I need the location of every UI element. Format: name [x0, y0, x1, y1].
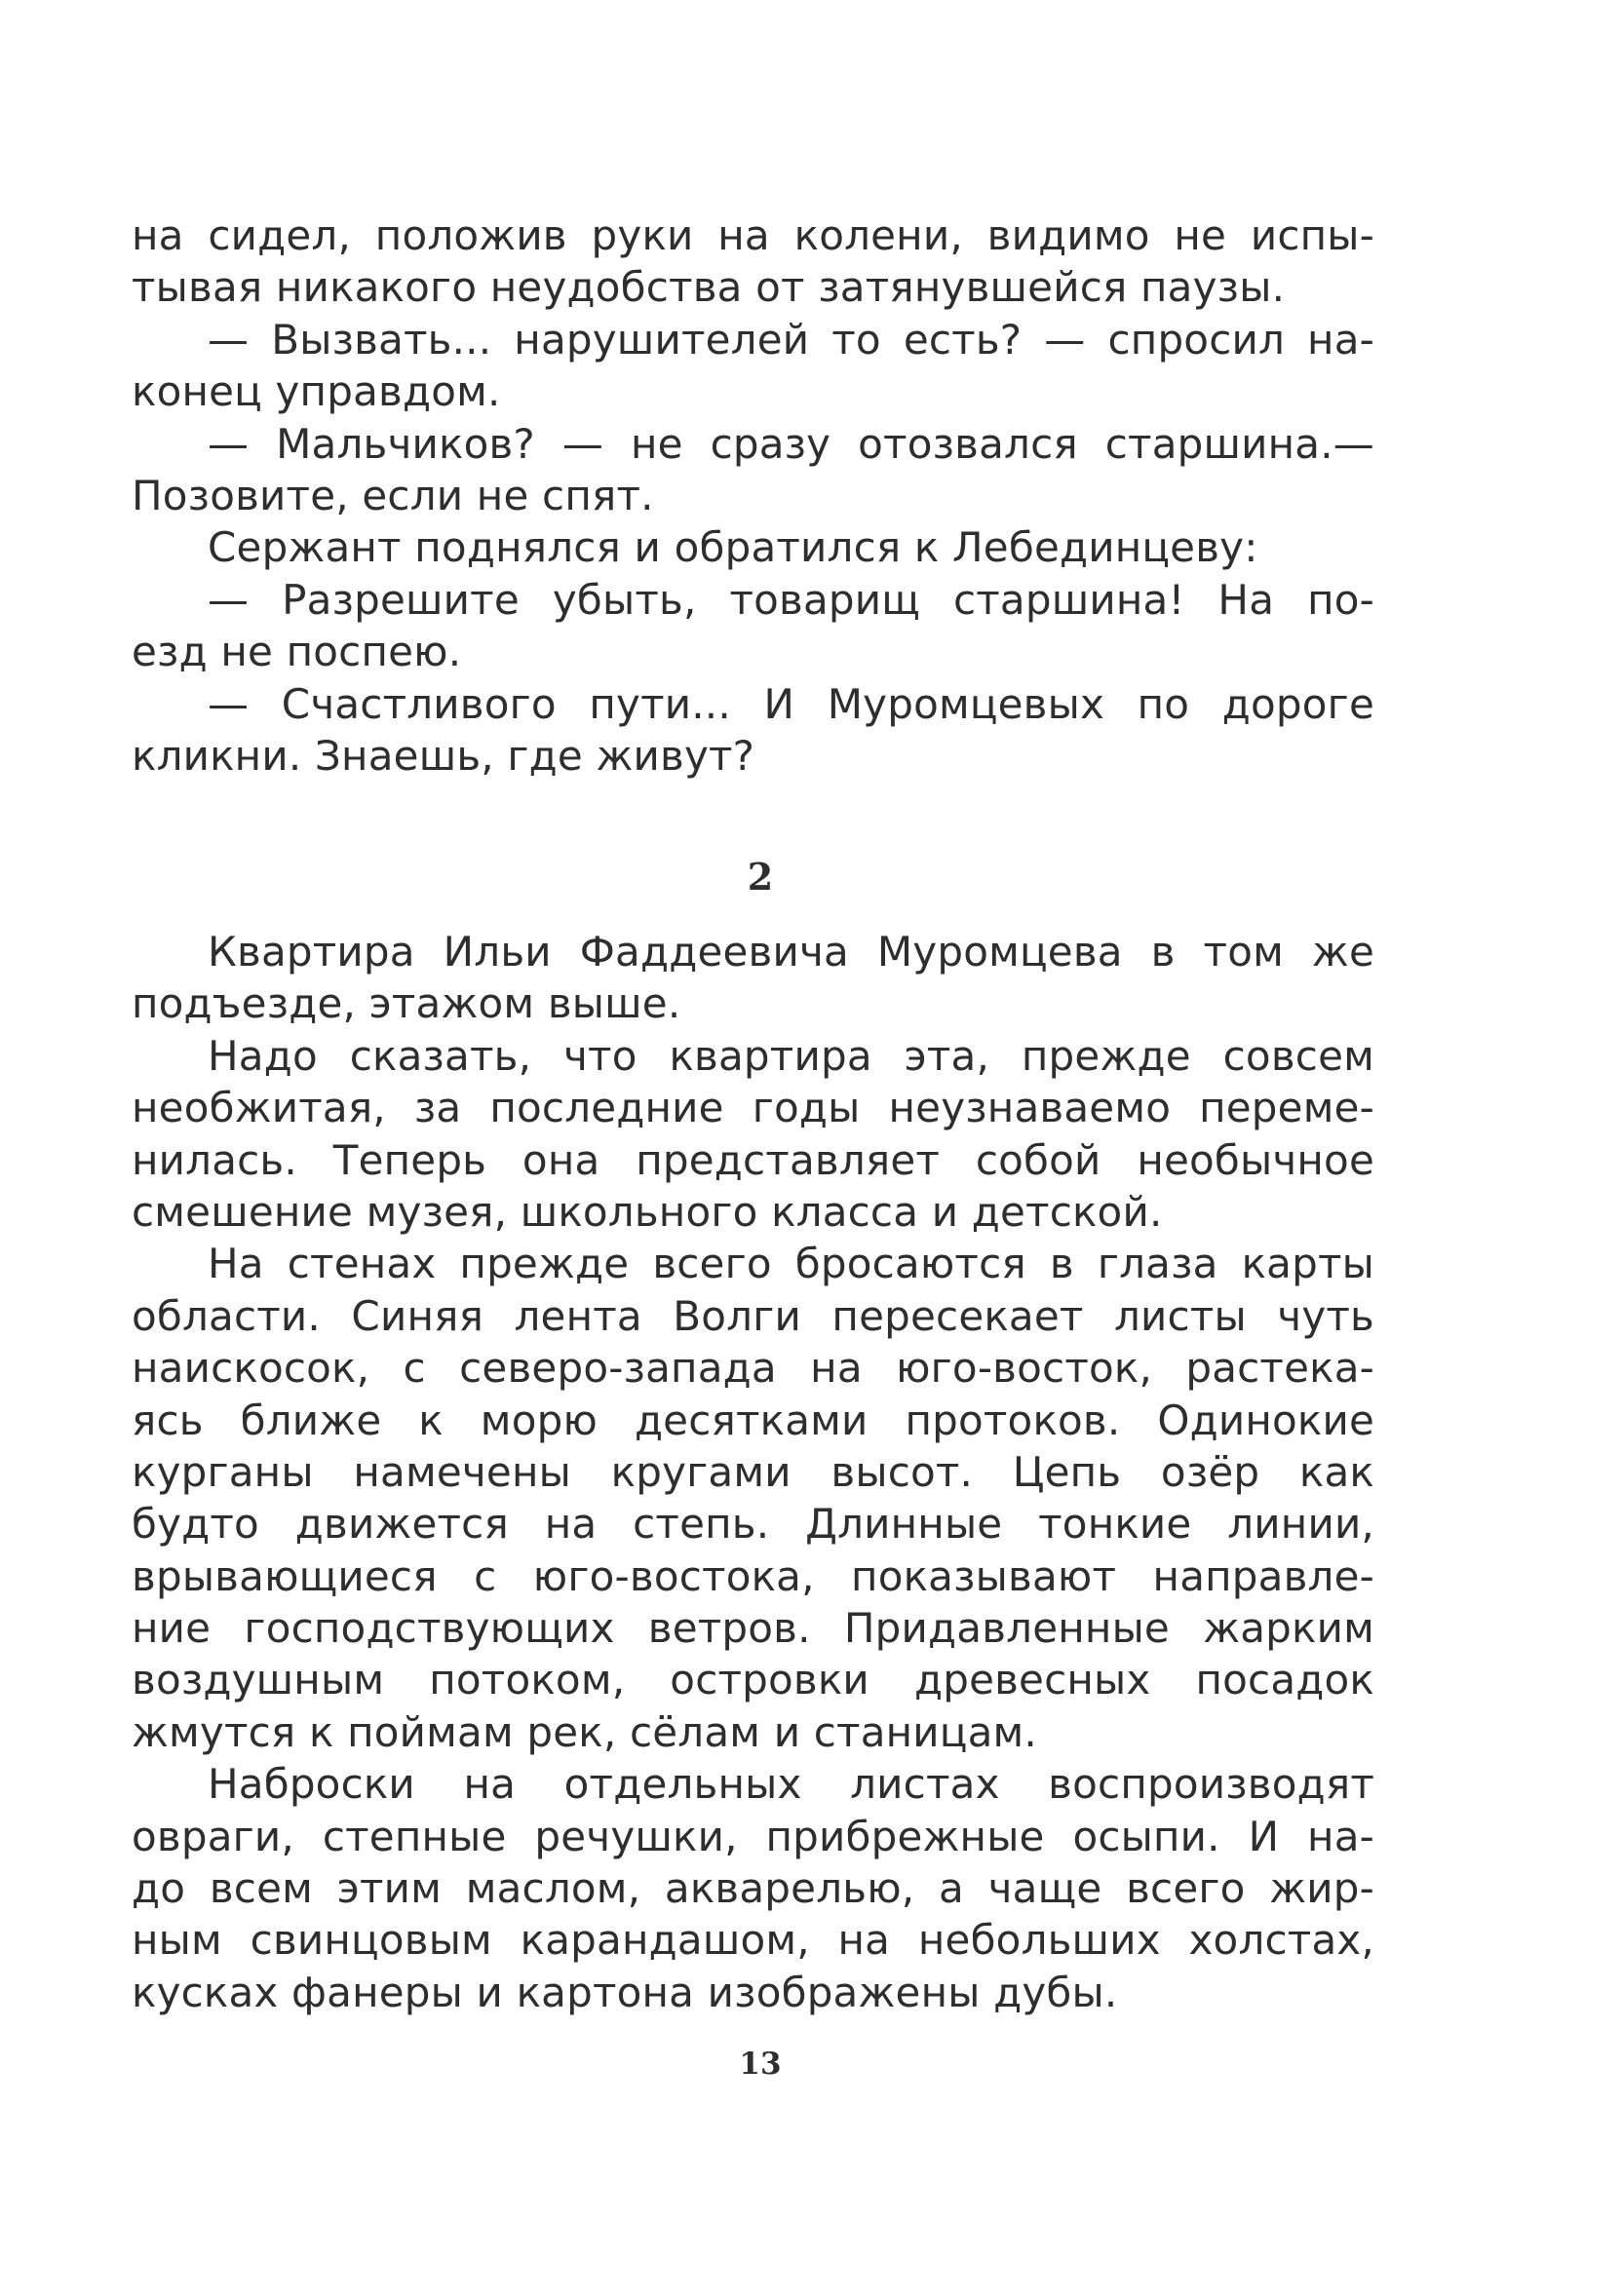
text-line: конец управдом.	[132, 367, 501, 416]
text-line: овраги, степные речушки, прибрежные осыпи. И на-	[132, 1812, 1374, 1860]
text-line: кликни. Знаешь, где живут?	[132, 731, 755, 780]
text-line: — Вызвать... нарушителей то есть? — спросил на-	[208, 315, 1374, 364]
text-line: На стенах прежде всего бросаются в глаза карты	[208, 1240, 1374, 1288]
text-line: тывая никакого неудобства от затянувшейся паузы.	[132, 263, 1286, 312]
text-line: кусках фанеры и картона изображены дубы.	[132, 1968, 1118, 2016]
text-line: воздушным потоком, островки древесных посадок	[132, 1656, 1374, 1704]
text-line: ным свинцовым карандашом, на небольших холстах,	[132, 1916, 1374, 1965]
text-line: до всем этим маслом, акварелью, а чаще всего жир-	[132, 1864, 1374, 1913]
text-line: смешение музея, школьного класса и детской.	[132, 1187, 1163, 1236]
text-line: необжитая, за последние годы неузнаваемо переме-	[132, 1084, 1374, 1132]
text-line: врывающиеся с юго-востока, показывают направле-	[132, 1551, 1374, 1600]
text-line: — Мальчиков? — не сразу отозвался старшина.—	[208, 419, 1374, 468]
text-line: области. Синяя лента Волги пересекает листы чуть	[132, 1291, 1374, 1340]
text-line: езд не поспею.	[132, 628, 462, 676]
text-line: ясь ближе к морю десятками протоков. Одинокие	[132, 1396, 1374, 1444]
text-block-top	[132, 210, 1374, 782]
text-block-main	[132, 926, 1374, 2018]
text-line: Квартира Ильи Фаддеевича Муромцева в том же	[208, 928, 1374, 976]
page-number: 13	[739, 2047, 782, 2082]
text-line: наискосок, с северо-запада на юго-восток, растека-	[132, 1344, 1374, 1393]
text-line: нилась. Теперь она представляет собой необычное	[132, 1135, 1374, 1184]
text-line: — Разрешите убыть, товарищ старшина! На по-	[208, 575, 1374, 624]
text-line: курганы намечены кругами высот. Цепь озёр как	[132, 1447, 1374, 1496]
text-line: Наброски на отдельных листах воспроизводят	[208, 1760, 1374, 1809]
text-line: жмутся к поймам рек, сёлам и станицам.	[132, 1707, 1037, 1756]
text-line: подъезде, этажом выше.	[132, 979, 681, 1028]
text-line: Сержант поднялся и обратился к Лебединцеву:	[208, 523, 1258, 572]
text-line: на сидел, положив руки на колени, видимо не испы-	[132, 211, 1374, 259]
text-line: будто движется на степь. Длинные тонкие линии,	[132, 1500, 1374, 1549]
text-line: Надо сказать, что квартира эта, прежде совсем	[208, 1031, 1374, 1080]
text-line: Позовите, если не спят.	[132, 471, 654, 519]
chapter-number: 2	[747, 855, 774, 899]
text-line: — Счастливого пути... И Муромцевых по дороге	[208, 679, 1374, 728]
text-line: ние господствующих ветров. Придавленные жарким	[132, 1604, 1374, 1653]
